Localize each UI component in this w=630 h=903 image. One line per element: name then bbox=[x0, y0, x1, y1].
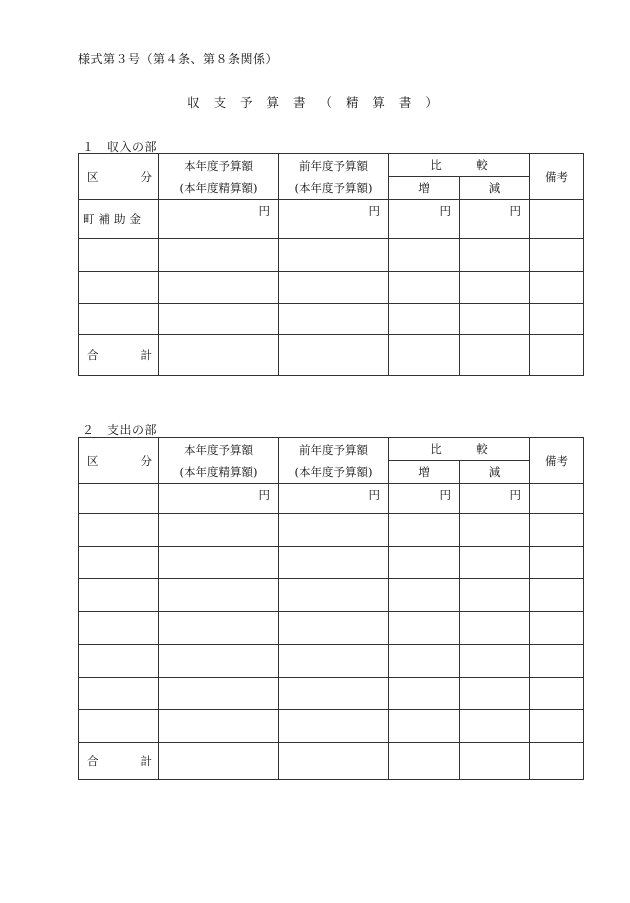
unit-cell: 円 bbox=[159, 484, 279, 514]
income-header-row bbox=[79, 154, 584, 177]
table-row bbox=[79, 239, 584, 272]
income-total-row bbox=[79, 335, 584, 376]
table-row bbox=[79, 710, 584, 743]
previous-year-budget-header: 前年度予算額 (本年度予算額) bbox=[279, 438, 389, 484]
kubun-header: 区 分 bbox=[79, 438, 159, 484]
increase-header: 増 bbox=[389, 177, 460, 200]
unit-cell: 円 bbox=[159, 200, 279, 239]
remarks-cell bbox=[530, 484, 584, 514]
remarks-cell bbox=[530, 200, 584, 239]
comparison-header: 比 較 bbox=[389, 438, 530, 461]
table-row bbox=[79, 272, 584, 304]
item-name-cell bbox=[79, 484, 159, 514]
table-row bbox=[79, 304, 584, 335]
table-row bbox=[79, 200, 584, 239]
expense-header-row bbox=[79, 438, 584, 461]
expense-section-heading: ２ 支出の部 bbox=[82, 423, 158, 437]
unit-cell: 円 bbox=[389, 200, 460, 239]
unit-cell: 円 bbox=[460, 484, 530, 514]
table-row bbox=[79, 547, 584, 579]
increase-header: 増 bbox=[389, 461, 460, 484]
income-table bbox=[78, 153, 584, 376]
total-label: 合 計 bbox=[79, 335, 159, 376]
unit-cell: 円 bbox=[389, 484, 460, 514]
decrease-header: 減 bbox=[460, 177, 530, 200]
table-row bbox=[79, 612, 584, 645]
table-row bbox=[79, 645, 584, 678]
income-section-heading: １ 収入の部 bbox=[82, 140, 158, 154]
remarks-header: 備考 bbox=[530, 438, 584, 484]
form-number-label: 様式第３号（第４条、第８条関係） bbox=[78, 52, 279, 66]
document-title: 収 支 予 算 書 （ 精 算 書 ） bbox=[187, 95, 443, 110]
table-row bbox=[79, 514, 584, 547]
current-year-budget-header: 本年度予算額 (本年度精算額) bbox=[159, 438, 279, 484]
total-label: 合 計 bbox=[79, 743, 159, 780]
expense-table bbox=[78, 437, 584, 780]
item-name-cell: 町補助金 bbox=[79, 200, 159, 239]
remarks-header: 備考 bbox=[530, 154, 584, 200]
table-row bbox=[79, 484, 584, 514]
kubun-header: 区 分 bbox=[79, 154, 159, 200]
decrease-header: 減 bbox=[460, 461, 530, 484]
unit-cell: 円 bbox=[460, 200, 530, 239]
unit-cell: 円 bbox=[279, 484, 389, 514]
current-year-budget-header: 本年度予算額 (本年度精算額) bbox=[159, 154, 279, 200]
comparison-header: 比 較 bbox=[389, 154, 530, 177]
table-row bbox=[79, 678, 584, 710]
previous-year-budget-header: 前年度予算額 (本年度予算額) bbox=[279, 154, 389, 200]
unit-cell: 円 bbox=[279, 200, 389, 239]
table-row bbox=[79, 579, 584, 612]
expense-total-row bbox=[79, 743, 584, 780]
